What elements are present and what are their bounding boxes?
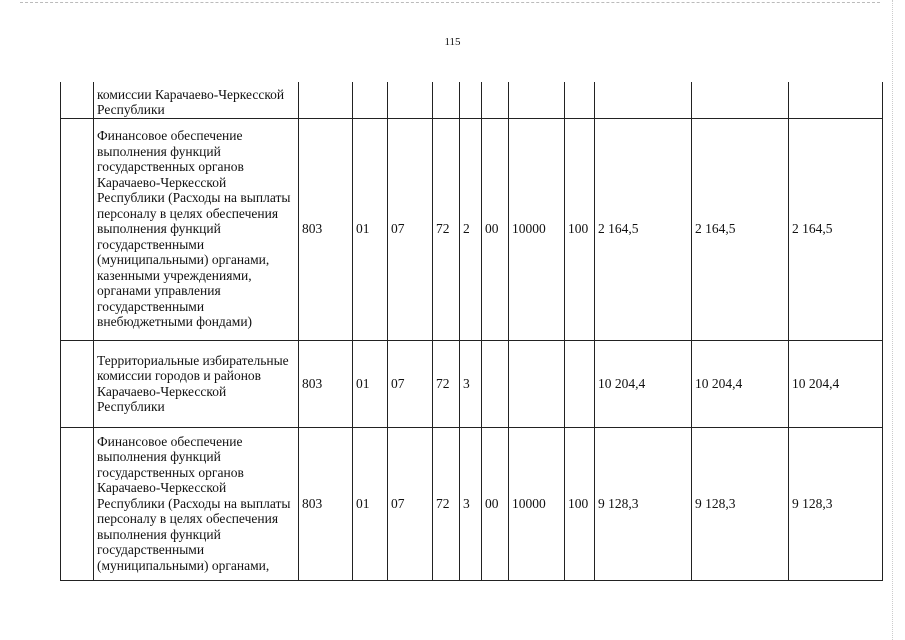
section-code: 01	[353, 427, 388, 580]
amount-3: 9 128,3	[789, 427, 883, 580]
group-code: 00	[482, 118, 509, 340]
group-code	[482, 82, 509, 118]
amount-2: 2 164,5	[692, 118, 789, 340]
page-number: 115	[444, 36, 461, 48]
amount-2: 9 128,3	[692, 427, 789, 580]
direction-code	[509, 82, 565, 118]
amount-3: 2 164,5	[789, 118, 883, 340]
subsection-code	[388, 82, 433, 118]
direction-code	[509, 340, 565, 427]
amount-1: 10 204,4	[595, 340, 692, 427]
row-number-cell	[61, 340, 94, 427]
amount-3	[789, 82, 883, 118]
amount-1	[595, 82, 692, 118]
subsection-code: 07	[388, 340, 433, 427]
row-name: Финансовое обеспечение выполнения функций государственных органов Карачаево-Черкесской Республики (Расходы на выплаты персоналу в целях обеспечения выполнения функций государственными (муниципальными) органами,	[94, 427, 299, 580]
row-name: Территориальные избирательные комиссии городов и районов Карачаево-Черкесской Республики	[94, 340, 299, 427]
program-code	[433, 82, 460, 118]
subprogram-code: 2	[460, 118, 482, 340]
row-number-cell	[61, 82, 94, 118]
table-row	[61, 340, 883, 427]
program-code: 72	[433, 118, 460, 340]
admin-code	[299, 82, 353, 118]
amount-3: 10 204,4	[789, 340, 883, 427]
expense-type-code: 100	[565, 427, 595, 580]
program-code: 72	[433, 427, 460, 580]
right-scan-edge	[892, 0, 894, 640]
admin-code: 803	[299, 118, 353, 340]
direction-code: 10000	[509, 427, 565, 580]
admin-code: 803	[299, 340, 353, 427]
table-row	[61, 118, 883, 340]
row-name: комиссии Карачаево-Черкесской Республики	[94, 82, 299, 118]
subsection-code: 07	[388, 118, 433, 340]
group-code	[482, 340, 509, 427]
direction-code: 10000	[509, 118, 565, 340]
subprogram-code: 3	[460, 427, 482, 580]
program-code: 72	[433, 340, 460, 427]
section-code: 01	[353, 340, 388, 427]
expense-type-code	[565, 340, 595, 427]
row-number-cell	[61, 118, 94, 340]
amount-2: 10 204,4	[692, 340, 789, 427]
amount-1: 2 164,5	[595, 118, 692, 340]
admin-code: 803	[299, 427, 353, 580]
expense-type-code	[565, 82, 595, 118]
expense-type-code: 100	[565, 118, 595, 340]
amount-1: 9 128,3	[595, 427, 692, 580]
amount-2	[692, 82, 789, 118]
budget-table	[60, 82, 883, 581]
table-row	[61, 427, 883, 580]
subsection-code: 07	[388, 427, 433, 580]
subprogram-code	[460, 82, 482, 118]
group-code: 00	[482, 427, 509, 580]
row-name: Финансовое обеспечение выполнения функций государственных органов Карачаево-Черкесской Республики (Расходы на выплаты персоналу в целях обеспечения выполнения функций государственными (муниципальными) органами, казенными учреждениями, органами управления государственными внебюджетными фондами)	[94, 118, 299, 340]
row-number-cell	[61, 427, 94, 580]
section-code	[353, 82, 388, 118]
table-row	[61, 82, 883, 118]
top-scan-rule	[20, 2, 880, 4]
section-code: 01	[353, 118, 388, 340]
subprogram-code: 3	[460, 340, 482, 427]
